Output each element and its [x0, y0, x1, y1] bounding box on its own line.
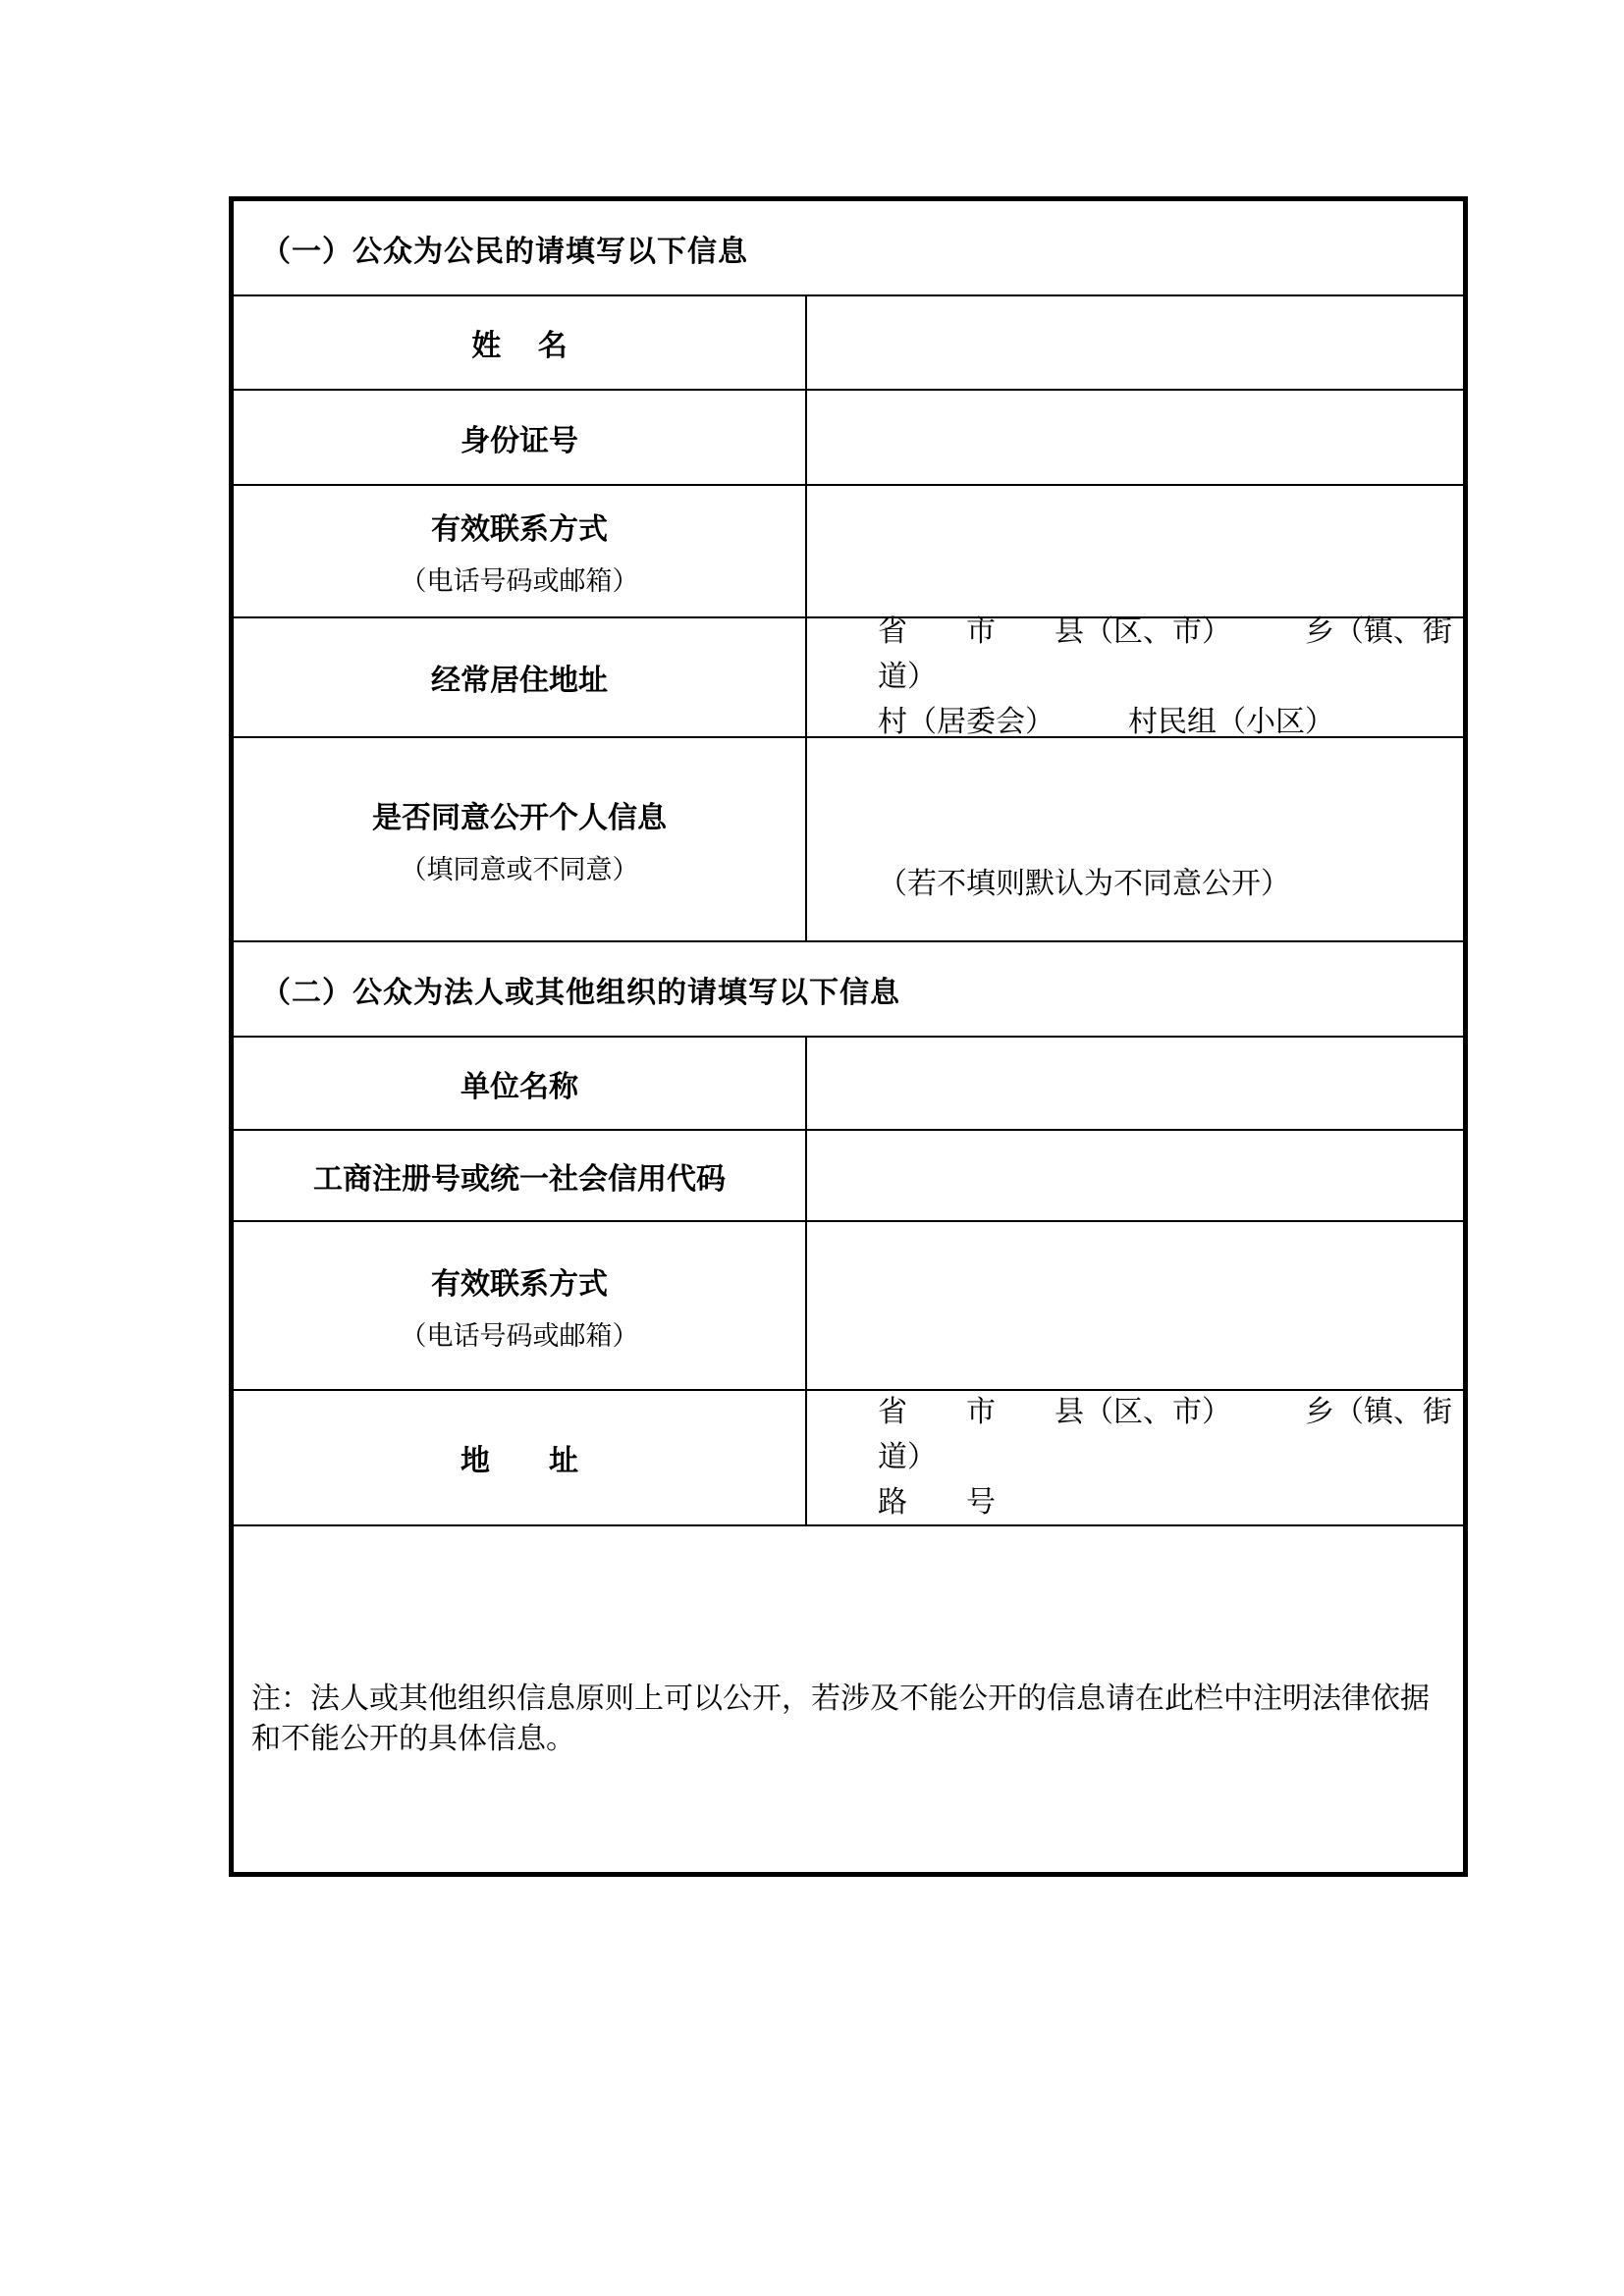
org-name-label: 单位名称 [460, 1070, 578, 1103]
id-number-label: 身份证号 [460, 424, 578, 457]
org-address-label-cell [234, 1391, 807, 1524]
contact-citizen-value-cell [807, 486, 1463, 616]
row-consent [234, 738, 1463, 942]
consent-sublabel: （填同意或不同意） [400, 854, 639, 884]
contact-org-label-cell [234, 1222, 807, 1389]
row-contact-citizen [234, 486, 1463, 618]
name-label: 姓 名 [471, 330, 568, 362]
consent-value-cell [807, 738, 1463, 940]
section-1-header: （一）公众为公民的请填写以下信息 [234, 201, 1463, 296]
contact-citizen-sublabel: （电话号码或邮箱） [400, 566, 639, 596]
row-org-address [234, 1391, 1463, 1526]
row-residence-address [234, 615, 1463, 738]
public-info-form-table [229, 196, 1468, 1877]
residence-address-label-cell [234, 618, 807, 736]
contact-org-sublabel: （电话号码或邮箱） [400, 1320, 639, 1351]
id-number-value-cell [807, 391, 1463, 484]
credit-code-label: 工商注册号或统一社会信用代码 [313, 1162, 726, 1196]
credit-code-label-cell [234, 1131, 807, 1220]
row-name [234, 296, 1463, 391]
section-2-header: （二）公众为法人或其他组织的请填写以下信息 [234, 942, 1463, 1038]
row-org-name [234, 1038, 1463, 1131]
residence-address-line1: 省 市 县（区、市） 乡（镇、街道） [878, 615, 1452, 693]
name-label-cell [234, 296, 807, 389]
note-text: 注：法人或其他组织信息原则上可以公开，若涉及不能公开的信息请在此栏中注明法律依据和不能公开的具体信息。 [251, 1682, 1430, 1755]
residence-address-label: 经常居住地址 [431, 665, 608, 697]
row-id-number [234, 391, 1463, 486]
residence-address-value-cell [807, 615, 1463, 738]
consent-label-cell [234, 738, 807, 940]
contact-org-label: 有效联系方式 [431, 1267, 608, 1301]
row-contact-org [234, 1222, 1463, 1391]
org-name-label-cell [234, 1038, 807, 1129]
residence-address-line2: 村（居委会） 村民组（小区） [878, 706, 1334, 738]
org-name-value-cell [807, 1038, 1463, 1129]
consent-default-note: （若不填则默认为不同意公开） [878, 868, 1290, 900]
contact-org-value-cell [807, 1222, 1463, 1389]
org-address-line2: 路 号 [878, 1486, 996, 1519]
credit-code-value-cell [807, 1131, 1463, 1220]
org-address-line1: 省 市 县（区、市） 乡（镇、街道） [878, 1396, 1452, 1473]
contact-citizen-label-cell [234, 486, 807, 616]
id-number-label-cell [234, 391, 807, 484]
org-address-value-cell [807, 1391, 1463, 1524]
row-note [234, 1526, 1463, 1872]
consent-label: 是否同意公开个人信息 [372, 801, 667, 834]
name-value-cell [807, 296, 1463, 389]
contact-citizen-label: 有效联系方式 [431, 513, 608, 546]
row-credit-code [234, 1131, 1463, 1222]
org-address-label: 地 址 [460, 1445, 578, 1477]
